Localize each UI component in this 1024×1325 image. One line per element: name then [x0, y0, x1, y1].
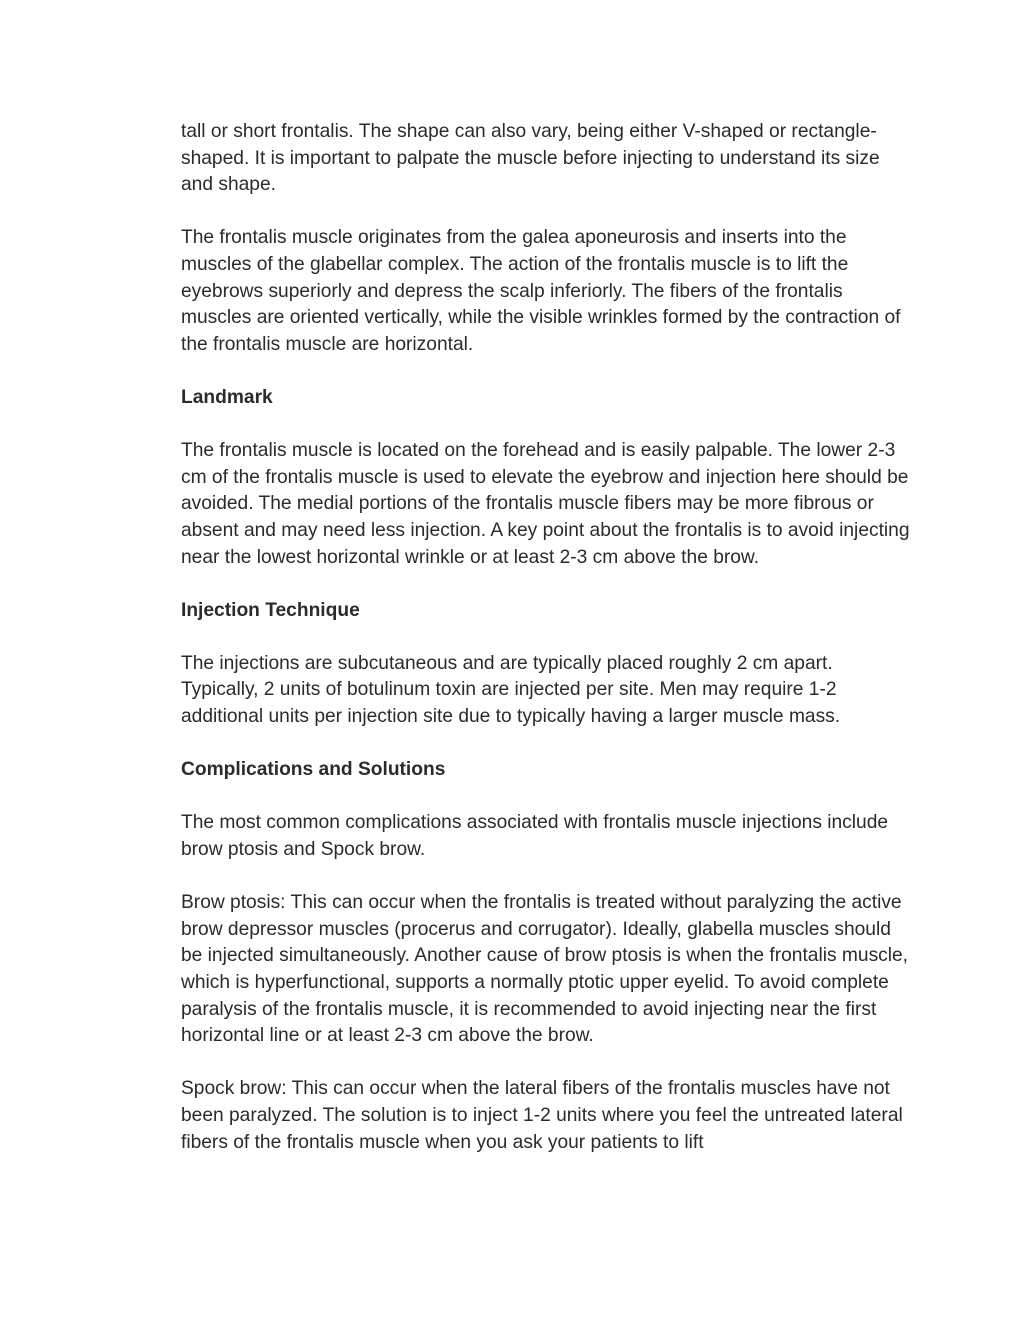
paragraph-complications-intro: The most common complications associated with frontalis muscle injections include brow ptosis and Spock brow.	[181, 812, 889, 861]
heading-complications: Complications and Solutions	[181, 759, 446, 781]
heading-injection-technique: Injection Technique	[181, 599, 360, 621]
paragraph-spock-brow: Spock brow: This can occur when the lateral fibers of the frontalis muscles have not been paralyzed. The solution is to inject 1-2 units where you feel the untreated lateral fibers of the frontalis muscle when you ask your patients to lift	[181, 1078, 903, 1153]
paragraph-brow-ptosis: Brow ptosis: This can occur when the frontalis is treated without paralyzing the active brow depressor muscles (procerus and corrugator). Ideally, glabella muscles should be injected simultaneously. Another cause of brow ptosis is when the frontalis muscle, which is hyperfunctional, supports a normally ptotic upper eyelid. To avoid complete paralysis of the frontalis muscle, it is recommended to avoid injecting near the first horizontal line or at least 2-3 cm above the brow.	[181, 892, 909, 1047]
paragraph-frontalis-shape: tall or short frontalis. The shape can also vary, being either V-shaped or rectangle-shaped. It is important to palpate the muscle before injecting to understand its size and shape.	[181, 121, 880, 196]
paragraph-landmark: The frontalis muscle is located on the forehead and is easily palpable. The lower 2-3 cm of the frontalis muscle is used to elevate the eyebrow and injection here should be avoided. The medial portions of the frontalis muscle fibers may be more fibrous or absent and may need less injection. A key point about the frontalis is to avoid injecting near the lowest horizontal wrinkle or at least 2-3 cm above the brow.	[181, 440, 910, 568]
paragraph-frontalis-anatomy: The frontalis muscle originates from the galea aponeurosis and inserts into the muscles of the glabellar complex. The action of the frontalis muscle is to lift the eyebrows superiorly and depress the scalp inferiorly. The fibers of the frontalis muscles are oriented vertically, while the visible wrinkles formed by the contraction of the frontalis muscle are horizontal.	[181, 227, 901, 355]
heading-landmark: Landmark	[181, 386, 273, 408]
document-page	[181, 119, 911, 1183]
paragraph-injection-technique: The injections are subcutaneous and are typically placed roughly 2 cm apart. Typically, 2 units of botulinum toxin are injected per site. Men may require 1-2 additional units per injection site due to typically having a larger muscle mass.	[181, 652, 841, 728]
